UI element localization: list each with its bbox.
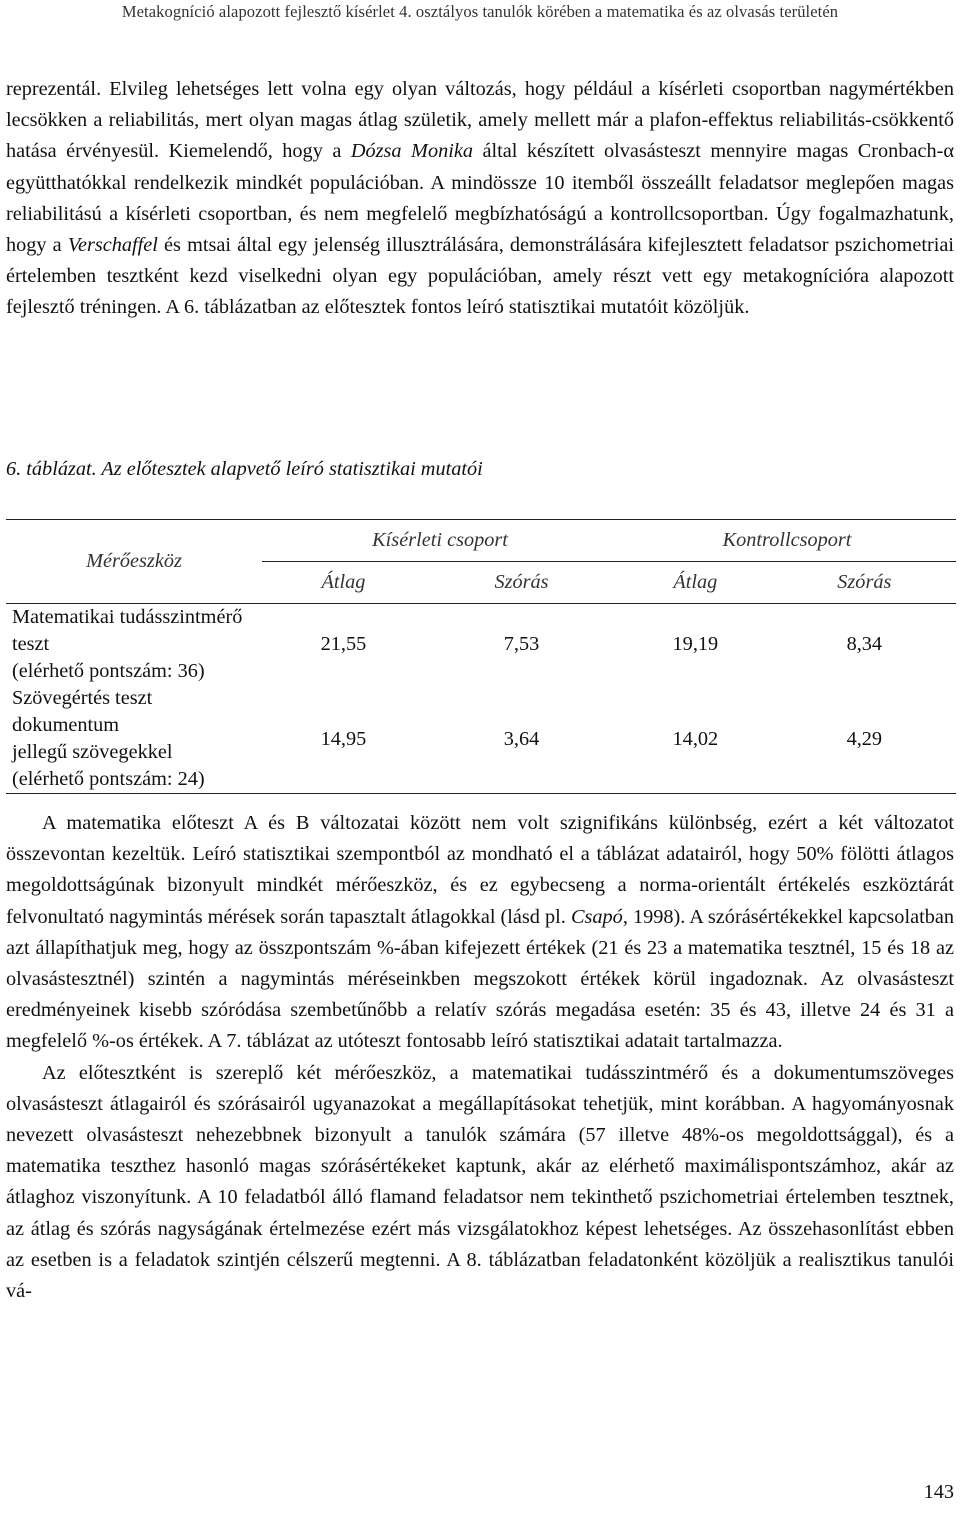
stats-table bbox=[6, 519, 956, 794]
subheader-sd-exp: Szórás bbox=[494, 571, 549, 593]
row-label-reading: Szövegértés teszt dokumentum jellegű szövegekkel (elérhető pontszám: 24) bbox=[12, 687, 205, 790]
page-number: 143 bbox=[923, 1481, 954, 1503]
table-caption: 6. táblázat. Az előtesztek alapvető leíró statisztikai mutatói bbox=[6, 458, 483, 480]
paragraph-2: A matematika előteszt A és B változatai között nem volt szignifikáns különbség, ezért a két változatot összevontan kezeltük. Leíró statisztikai szempontból az mondható el a táblázat adatairól, hogy 50% fölötti átlagos megoldottságúnak bizonyult mindkét mérőeszköz, és ez egybecseng a norma-orientált értékelés eszköztárát felvonultató nagymintás mérések során tapasztalt átlagokkal (lásd pl. Csapó, 1998). A szórásértékekkel kapcsolatban azt állapíthatjuk meg, hogy az összpontszám %-ában kifejezett értékek (21 és 23 a matematika tesztnél, 15 és 18 az olvasástesztnél) szintén a nagymintás méréseinkben megszokott értékek körül ingadoznak. Az olvasásteszt eredményeinek kisebb szóródása szembetűnőbb a relatív szórás megadása esetén: 35 és 43, illetve 24 és 31 a megfelelő %-os értékek. A 7. táblázat az utóteszt fontosabb leíró statisztikai adatait tartalmazza. bbox=[6, 812, 955, 1053]
table-row bbox=[6, 604, 956, 686]
para1-text-c: és mtsai által egy jelenség illusztrálására, demonstrálására kifejlesztett feladatsor pszichometriai értelemben tesztként kezd viselkedni olyan egy populációban, amely részt vett egy metakogníciórа alapozott fejlesztő tréningen. A 6. táblázatban az előtesztek fontos leíró statisztikai mutatóit közöljük. bbox=[6, 234, 954, 319]
cell-value: 7,53 bbox=[425, 604, 618, 686]
cell-value: 3,64 bbox=[503, 727, 540, 750]
paragraph-1 bbox=[6, 74, 954, 324]
para1-text-b: által készített olvasásteszt mennyire magas Cronbach-α együtthatókkal rendelkezik mindkét populációban. A mindössze 10 itemből összeállt feladatsor meglepően magas reliabilitású a kísérleti csoportban, és nem megfelelő megbízhatóságú a kontrollcsoportban. Úgy fogalmazhatunk, hogy a bbox=[6, 140, 954, 257]
cell-value: 14,95 bbox=[320, 727, 367, 750]
cell-value: 4,29 bbox=[846, 727, 883, 750]
paragraphs-after-table bbox=[6, 808, 954, 1307]
author-dozsa: Dózsa Monika bbox=[350, 140, 474, 163]
row-label-math: Matematikai tudásszintmérő teszt (elérhető pontszám: 36) bbox=[6, 604, 262, 686]
author-verschaffel: Verschaffel bbox=[67, 234, 158, 257]
cell-value: 19,19 bbox=[618, 604, 773, 686]
subheader-mean-exp: Átlag bbox=[321, 571, 366, 593]
group-header-control: Kontrollcsoport bbox=[618, 520, 956, 562]
group-header-experimental: Kísérleti csoport bbox=[262, 520, 618, 562]
cell-value: 8,34 bbox=[773, 604, 956, 686]
cell-value: 14,02 bbox=[672, 727, 719, 750]
cell-value: 21,55 bbox=[262, 604, 425, 686]
paragraph-3: Az előtesztként is szereplő két mérőeszköz, a matematikai tudásszintmérő és a dokumentumszöveges olvasásteszt átlagairól és szórásairól ugyanazokat a megállapításokat tehetjük, mint korábban. A hagyományosnak nevezett olvasásteszt nehezebbnek bizonyult a tanulók számára (57 illetve 48%-os megoldottsággal), és a matematika teszthez hasonló magas szórásértékeket kaptunk, akár az elérhető maximálispontszámhoz, akár az átlaghoz viszonyítunk. A 10 feladatból álló flamand feladatsor nem tekinthető pszichometriai értelemben tesztnek, az átlag és szórás nagyságának értelmezése ezért más vizsgálatokhoz képest lehetséges. Az összehasonlítást ebben az esetben is a feladatok szintjén célszerű megtenni. A 8. táblázatban feladatonként közöljük a realisztikus tanulói vá- bbox=[6, 1061, 954, 1303]
subheader-mean-ctrl: Átlag bbox=[673, 571, 718, 593]
para1-text-a: reprezentál. Elvileg lehetséges lett volna egy olyan változás, hogy például a kísérleti csoportban nagymértékben lecsökken a reliabilitás, mert olyan magas átlag születik, amely mellett már a plafon-effektus reliabilitás-csökkentő hatása érvényesül. Kiemelendő, hogy a bbox=[6, 78, 954, 163]
subheader-sd-ctrl: Szórás bbox=[837, 571, 892, 593]
col-header-instrument: Mérőeszköz bbox=[6, 520, 262, 604]
running-header: Metakogníció alapozott fejlesztő kísérlet 4. osztályos tanulók körében a matematika és az olvasás területén bbox=[121, 2, 839, 21]
author-csapo: Csapó bbox=[570, 905, 623, 928]
table-row bbox=[6, 685, 956, 794]
